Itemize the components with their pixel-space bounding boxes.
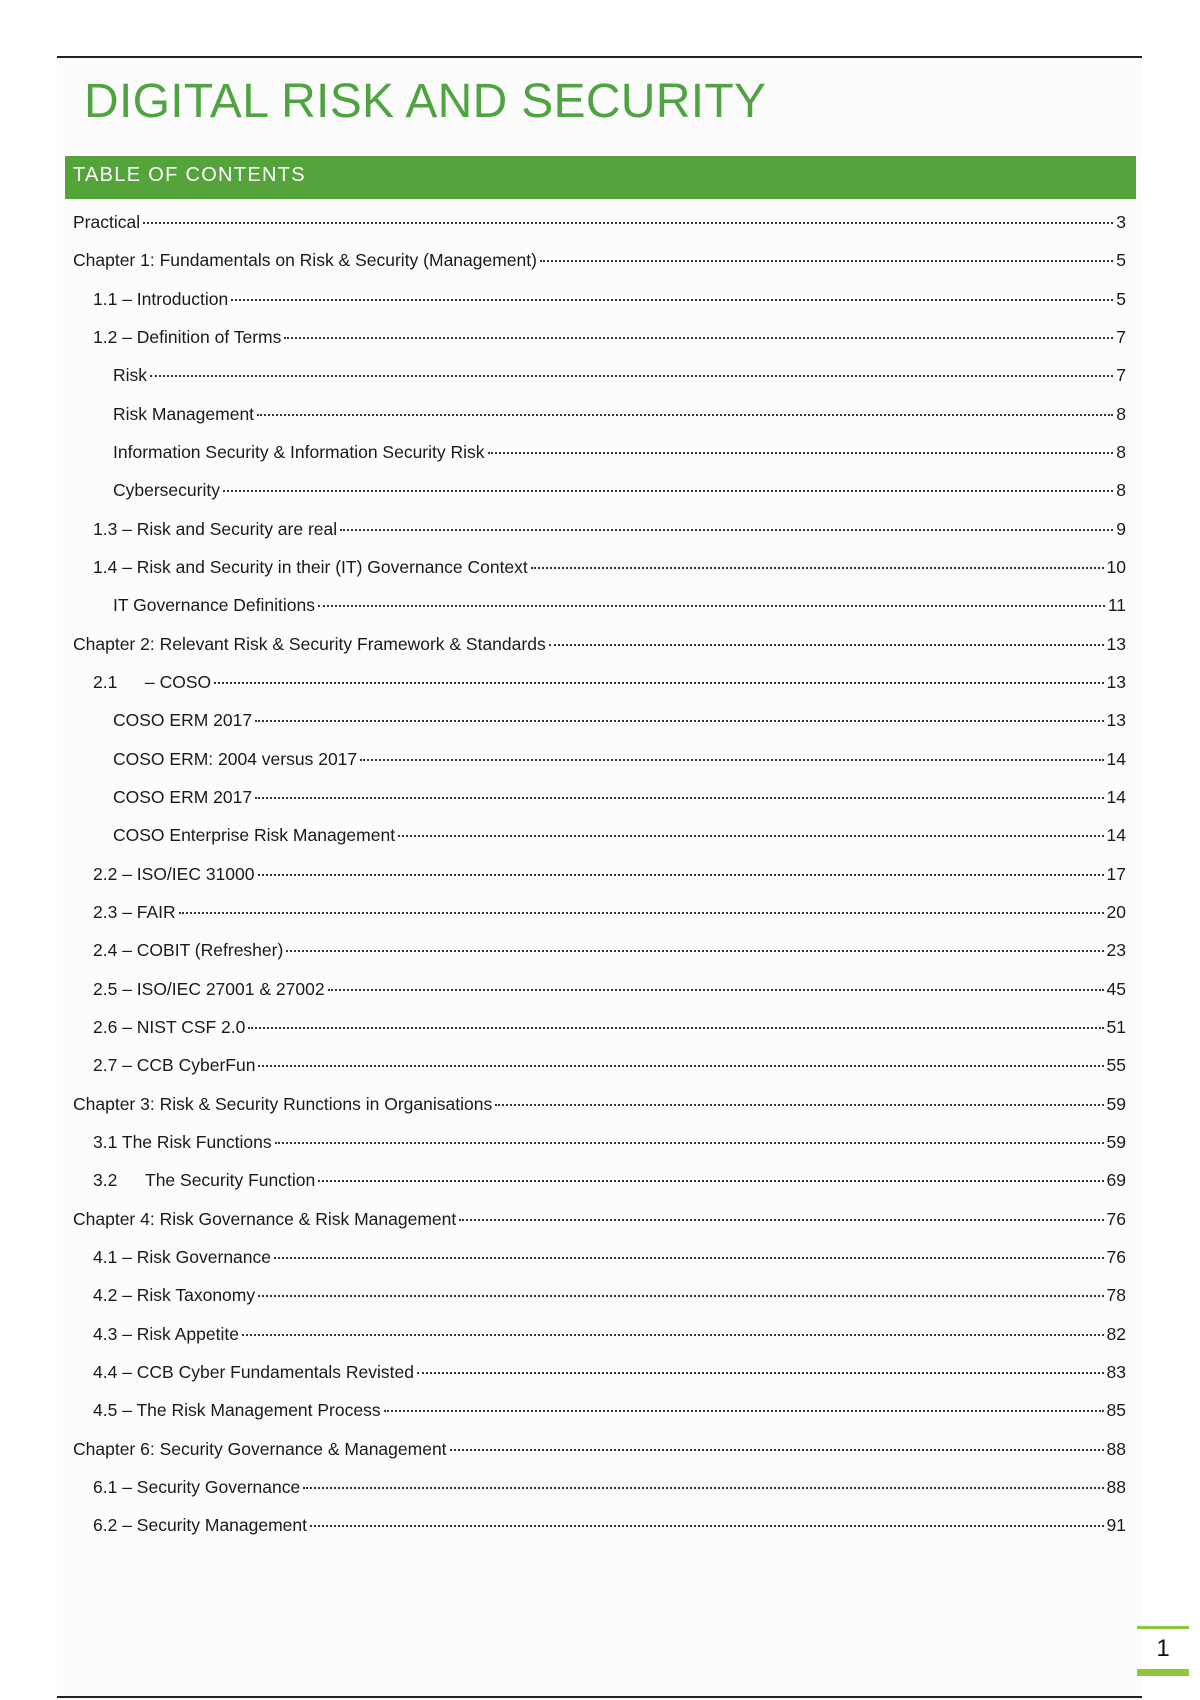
toc-entry-page: 88: [1106, 1438, 1126, 1459]
toc-entry-label: [93, 1161, 315, 1199]
toc-entry-text: The Security Function: [145, 1170, 316, 1191]
toc-entry-text: COSO ERM 2017: [113, 786, 253, 807]
toc-leader-dots: [179, 893, 1104, 914]
toc-entry-label: [93, 970, 325, 1008]
toc-entry-page: 69: [1106, 1170, 1126, 1191]
toc-entry-label: [73, 625, 546, 663]
toc-entry-text: COSO ERM: 2004 versus 2017: [113, 748, 358, 769]
toc-entry-label: [113, 816, 395, 854]
toc-entry-label: [113, 471, 220, 509]
toc-entry-text: 2.2 – ISO/IEC 31000: [93, 863, 255, 884]
toc-entry-page: 85: [1106, 1400, 1126, 1421]
toc-leader-dots: [143, 203, 1113, 224]
toc-entry-page: 8: [1116, 403, 1126, 424]
toc-entry-page: 7: [1116, 326, 1126, 347]
toc-entry-label: [93, 1506, 307, 1544]
toc-entry-label: [73, 203, 140, 241]
toc-entry-number: 2.1: [93, 671, 118, 692]
toc-entry[interactable]: [73, 318, 1126, 356]
toc-entry-text: Chapter 4: Risk Governance & Risk Management: [73, 1208, 457, 1229]
toc-entry-text: – COSO: [145, 671, 212, 692]
toc-entry-label: [93, 1468, 300, 1506]
toc-entry-text: 1.3 – Risk and Security are real: [93, 518, 338, 539]
toc-entry-label: [113, 740, 357, 778]
toc-entry-text: Practical: [73, 212, 141, 232]
toc-leader-dots: [398, 816, 1103, 837]
toc-entry-label: [93, 893, 176, 931]
toc-leader-dots: [384, 1391, 1104, 1412]
toc-entry-label: [93, 1008, 245, 1046]
toc-entry-text: 2.5 – ISO/IEC 27001 & 27002: [93, 978, 325, 999]
toc-leader-dots: [459, 1199, 1103, 1220]
toc-leader-dots: [318, 586, 1105, 607]
toc-entry-text: 6.1 – Security Governance: [93, 1476, 301, 1497]
toc-entry[interactable]: [73, 1238, 1126, 1276]
toc-leader-dots: [258, 854, 1104, 875]
toc-leader-dots: [258, 1046, 1103, 1067]
toc-leader-dots: [531, 548, 1104, 569]
toc-entry-page: 7: [1116, 365, 1126, 386]
toc-leader-dots: [360, 739, 1103, 760]
toc-entry[interactable]: [73, 1085, 1126, 1123]
toc-entry[interactable]: [73, 356, 1126, 394]
toc-entry-page: 5: [1116, 288, 1126, 309]
toc-entry[interactable]: [73, 1200, 1126, 1238]
toc-entry-page: 91: [1106, 1515, 1126, 1536]
toc-entry-page: 14: [1106, 786, 1126, 807]
table-of-contents: [73, 203, 1126, 1544]
toc-entry-label: [113, 586, 315, 624]
toc-entry[interactable]: [73, 1468, 1126, 1506]
toc-entry-page: 55: [1106, 1055, 1126, 1076]
toc-entry[interactable]: [73, 855, 1126, 893]
toc-entry-page: 5: [1116, 250, 1126, 271]
toc-leader-dots: [214, 663, 1103, 684]
toc-entry-page: 23: [1106, 940, 1126, 961]
toc-entry-text: 4.3 – Risk Appetite: [93, 1323, 239, 1344]
toc-entry-text: Risk: [113, 365, 148, 386]
toc-entry-label: [113, 433, 485, 471]
toc-entry[interactable]: [73, 280, 1126, 318]
toc-entry[interactable]: [73, 893, 1126, 931]
page-number: 1: [1137, 1626, 1189, 1676]
toc-entry[interactable]: [73, 931, 1126, 969]
toc-entry-label: [113, 356, 147, 394]
toc-entry-label: [93, 280, 228, 318]
toc-entry[interactable]: [73, 1046, 1126, 1084]
toc-leader-dots: [340, 509, 1113, 530]
toc-entry-page: 45: [1106, 978, 1126, 999]
toc-entry-text: 1.4 – Risk and Security in their (IT) Governance Context: [93, 556, 528, 577]
toc-entry-page: 9: [1116, 518, 1126, 539]
toc-heading: TABLE OF CONTENTS: [73, 164, 306, 186]
toc-entry-page: 83: [1106, 1361, 1126, 1382]
toc-entry-label: [93, 548, 528, 586]
toc-entry[interactable]: [73, 701, 1126, 739]
toc-entry-page: 88: [1106, 1476, 1126, 1497]
toc-entry-page: 59: [1106, 1131, 1126, 1152]
toc-entry-label: [93, 855, 255, 893]
toc-entry-text: 1.2 – Definition of Terms: [93, 326, 282, 347]
toc-entry[interactable]: [73, 1123, 1126, 1161]
toc-entry-page: 20: [1106, 901, 1126, 922]
toc-entry-label: [93, 1123, 272, 1161]
toc-leader-dots: [258, 1276, 1103, 1297]
toc-entry[interactable]: [73, 241, 1126, 279]
toc-entry-page: 59: [1106, 1093, 1126, 1114]
toc-entry-label: [93, 931, 283, 969]
toc-entry-number: 3.2: [93, 1170, 118, 1191]
toc-leader-dots: [495, 1084, 1103, 1105]
toc-leader-dots: [310, 1506, 1104, 1527]
toc-entry[interactable]: [73, 663, 1126, 701]
toc-entry-label: [93, 1046, 255, 1084]
toc-entry-label: [73, 1200, 456, 1238]
toc-leader-dots: [328, 969, 1104, 990]
toc-entry[interactable]: [73, 1008, 1126, 1046]
toc-entry-label: [113, 395, 254, 433]
toc-entry-label: [73, 1430, 447, 1468]
toc-entry[interactable]: [73, 1430, 1126, 1468]
toc-entry[interactable]: [73, 625, 1126, 663]
toc-entry-label: [93, 318, 281, 356]
toc-entry-page: 78: [1106, 1285, 1126, 1306]
toc-entry-text: Chapter 3: Risk & Security Runctions in Organisations: [73, 1093, 493, 1114]
toc-entry[interactable]: [73, 433, 1126, 471]
toc-entry[interactable]: [73, 203, 1126, 241]
toc-entry[interactable]: [73, 586, 1126, 624]
toc-entry-text: 2.7 – CCB CyberFun: [93, 1055, 256, 1076]
toc-entry[interactable]: [73, 1161, 1126, 1199]
toc-entry-page: 17: [1106, 863, 1126, 884]
toc-leader-dots: [488, 433, 1114, 454]
toc-entry-text: Chapter 2: Relevant Risk & Security Framework & Standards: [73, 633, 546, 654]
toc-entry[interactable]: [73, 970, 1126, 1008]
toc-leader-dots: [540, 241, 1113, 262]
toc-entry-page: 13: [1106, 671, 1126, 692]
toc-entry-label: [93, 663, 211, 701]
toc-entry-page: 10: [1106, 556, 1126, 577]
toc-entry-page: 8: [1116, 441, 1126, 462]
toc-entry-page: 14: [1106, 825, 1126, 846]
toc-entry-text: Cybersecurity: [113, 480, 220, 501]
toc-entry[interactable]: [73, 510, 1126, 548]
toc-leader-dots: [274, 1238, 1104, 1259]
toc-entry-label: [93, 1238, 271, 1276]
toc-entry-text: COSO Enterprise Risk Management: [113, 825, 396, 846]
toc-header-bar: [65, 156, 1136, 199]
toc-leader-dots: [150, 356, 1113, 377]
toc-entry-label: [93, 1391, 381, 1429]
bottom-rule: [57, 1696, 1142, 1698]
toc-leader-dots: [223, 471, 1113, 492]
toc-entry-page: 82: [1106, 1323, 1126, 1344]
toc-leader-dots: [284, 318, 1113, 339]
toc-entry-page: 14: [1106, 748, 1126, 769]
toc-entry[interactable]: [73, 395, 1126, 433]
toc-entry-text: COSO ERM 2017: [113, 710, 253, 731]
toc-entry-label: [113, 701, 252, 739]
toc-entry-text: IT Governance Definitions: [113, 595, 316, 616]
toc-leader-dots: [275, 1123, 1104, 1144]
document-title: DIGITAL RISK AND SECURITY: [84, 75, 767, 128]
toc-entry-page: 3: [1116, 212, 1126, 232]
toc-entry-text: 2.4 – COBIT (Refresher): [93, 940, 284, 961]
toc-entry-page: 13: [1106, 710, 1126, 731]
toc-entry-text: Risk Management: [113, 403, 255, 424]
toc-entry-label: [93, 1315, 239, 1353]
toc-leader-dots: [248, 1008, 1103, 1029]
toc-entry-text: Chapter 1: Fundamentals on Risk & Security (Management): [73, 250, 537, 271]
toc-leader-dots: [318, 1161, 1103, 1182]
toc-entry-text: 2.3 – FAIR: [93, 901, 176, 922]
toc-entry-label: [93, 1276, 255, 1314]
toc-entry-page: 8: [1116, 480, 1126, 501]
toc-entry[interactable]: [73, 1276, 1126, 1314]
toc-entry[interactable]: [73, 471, 1126, 509]
toc-leader-dots: [231, 279, 1113, 300]
toc-entry[interactable]: [73, 740, 1126, 778]
toc-entry[interactable]: [73, 1353, 1126, 1391]
toc-entry-text: Information Security & Information Security Risk: [113, 441, 485, 462]
toc-entry-text: 4.1 – Risk Governance: [93, 1246, 272, 1267]
toc-entry[interactable]: [73, 1315, 1126, 1353]
toc-leader-dots: [450, 1429, 1104, 1450]
toc-entry-text: 4.2 – Risk Taxonomy: [93, 1285, 256, 1306]
toc-entry-page: 13: [1106, 633, 1126, 654]
toc-entry-page: 76: [1106, 1208, 1126, 1229]
toc-entry-label: [73, 1085, 492, 1123]
toc-leader-dots: [255, 778, 1103, 799]
toc-entry[interactable]: [73, 778, 1126, 816]
toc-entry-label: [93, 1353, 414, 1391]
toc-entry[interactable]: [73, 548, 1126, 586]
toc-entry-label: [73, 241, 537, 279]
top-rule: [57, 56, 1142, 58]
toc-entry-text: 2.6 – NIST CSF 2.0: [93, 1016, 246, 1037]
toc-entry-text: 1.1 – Introduction: [93, 288, 229, 309]
toc-entry-label: [113, 778, 252, 816]
toc-entry-page: 51: [1106, 1016, 1126, 1037]
toc-entry-text: Chapter 6: Security Governance & Management: [73, 1438, 447, 1459]
toc-entry-text: 6.2 – Security Management: [93, 1515, 308, 1536]
toc-leader-dots: [255, 701, 1103, 722]
toc-leader-dots: [549, 624, 1104, 645]
toc-leader-dots: [303, 1468, 1103, 1489]
toc-entry-text: 3.1 The Risk Functions: [93, 1131, 272, 1152]
toc-leader-dots: [242, 1314, 1104, 1335]
toc-entry-text: 4.4 – CCB Cyber Fundamentals Revisted: [93, 1361, 414, 1382]
toc-entry[interactable]: [73, 1506, 1126, 1544]
toc-entry-label: [93, 510, 337, 548]
toc-leader-dots: [257, 394, 1113, 415]
toc-entry-text: 4.5 – The Risk Management Process: [93, 1400, 381, 1421]
toc-entry-page: 11: [1107, 595, 1126, 616]
toc-leader-dots: [286, 931, 1103, 952]
toc-entry[interactable]: [73, 1391, 1126, 1429]
toc-leader-dots: [417, 1353, 1104, 1374]
toc-entry-page: 76: [1106, 1246, 1126, 1267]
toc-entry[interactable]: [73, 816, 1126, 854]
